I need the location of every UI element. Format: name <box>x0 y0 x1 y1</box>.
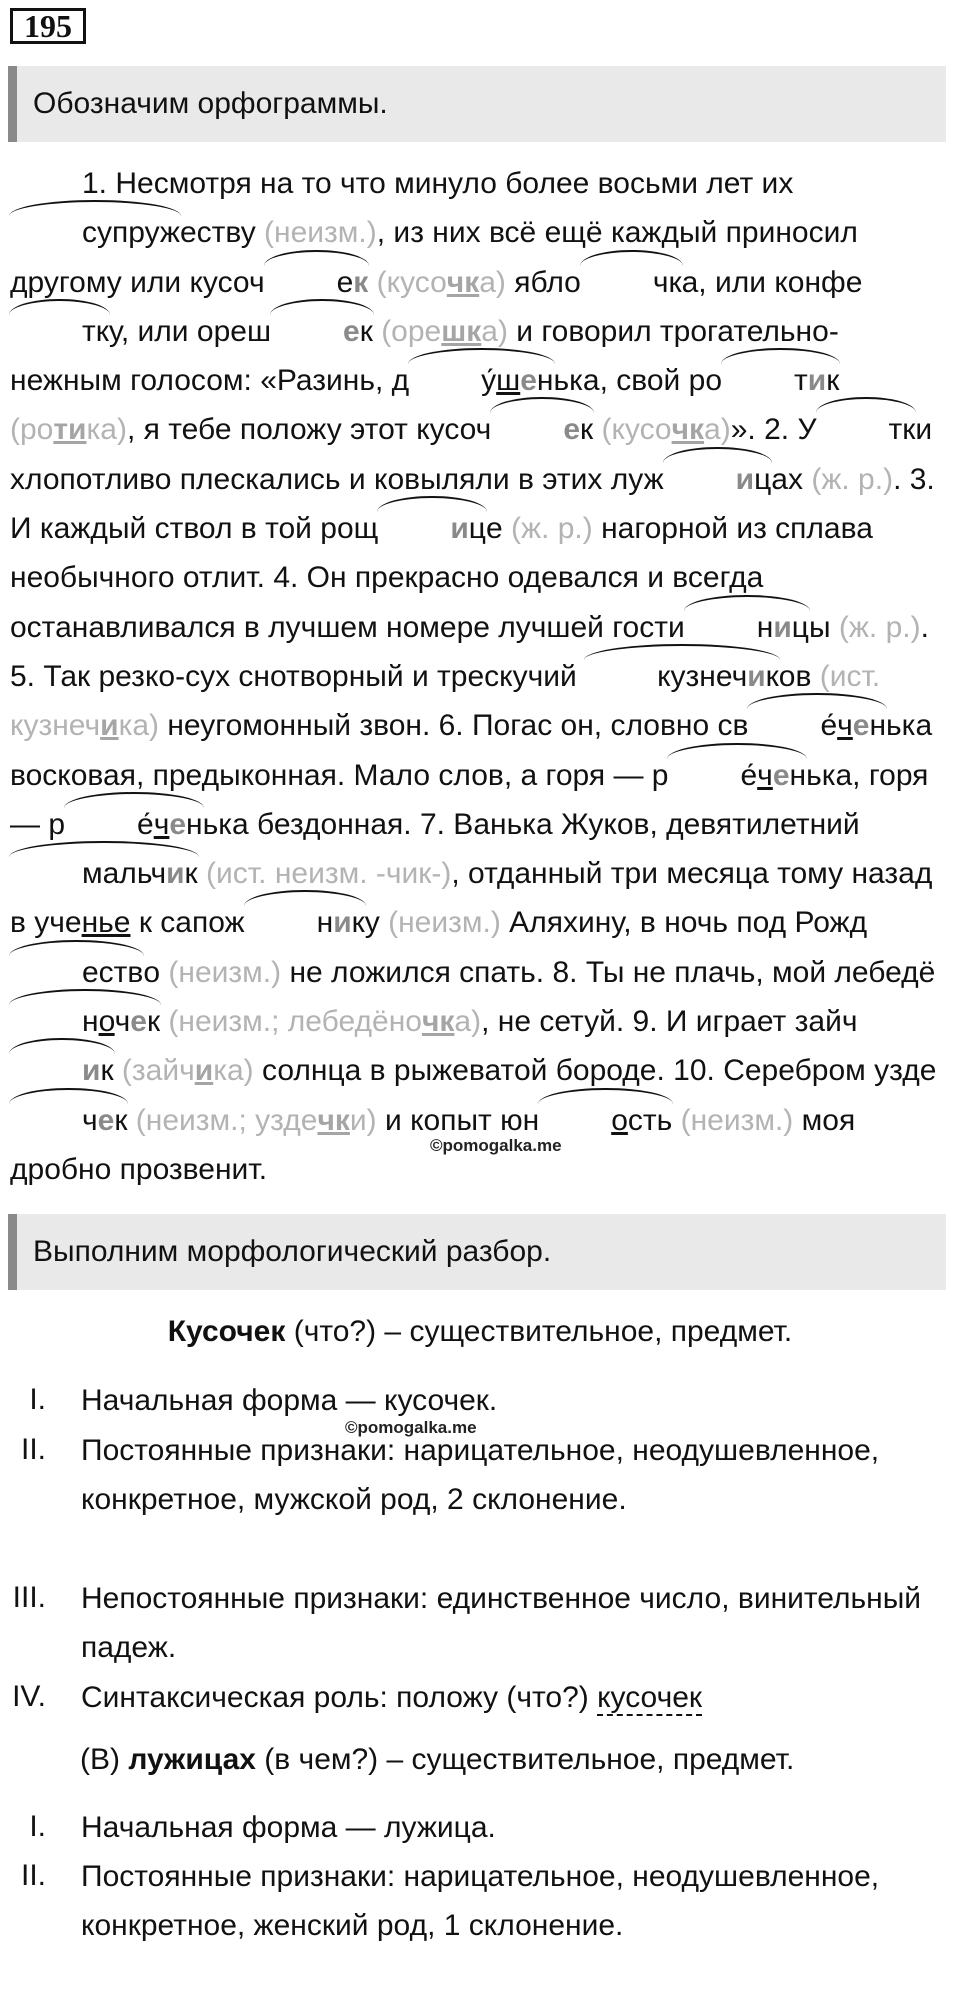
analysis-question: (в чем?) – существительное, предмет. <box>264 1743 795 1776</box>
analysis-prefix: (В) <box>80 1743 120 1776</box>
analysis-item: Постоянные признаки: нарицательное, неодушевленное, конкретное, женский род, 1 склонение. <box>81 1860 880 1942</box>
section-header-orthograms: Обозначим орфограммы. <box>8 66 946 142</box>
watermark: ©pomogalka.me <box>345 1418 477 1437</box>
syntactic-role-word: кусочек <box>597 1681 703 1714</box>
analysis-item: Начальная форма — лужица. <box>81 1811 496 1844</box>
roman-numeral: I. <box>29 1383 46 1416</box>
analysis-item: Непостоянные признаки: единственное число, винительный падеж. <box>81 1582 922 1664</box>
analysis-question: (что?) – существительное, предмет. <box>293 1315 793 1348</box>
roman-numeral: III. <box>12 1581 46 1614</box>
analysis-item-text: Синтаксическая роль: положу (что?) <box>81 1681 598 1714</box>
roman-numeral: II. <box>20 1859 46 1892</box>
annotated-text: 1. Несмотря на то что минуло более восьми лет их супружеству (неизм.), из них всё ещё каждый приносил другому или кусоч ек (кусочка) ябло чка, или конфетку, или ореш ек (орешка) и говорил трогательно-нежным голосом: «Разинь, д у́шенька, свой ро тик (ротика), я тебе положу этот кусоч ек (кусочка)». 2. У тки хлопотливо плескались и ковыляли в этих луж ицах (ж. р.). 3. И каждый ствол в той рощ ице (ж. р.) нагорной из сплава необычного отлит. 4. Он прекрасно одевался и всегда останавливался в лучшем номере лучшей гости ницы (ж. р.). 5. Так резко-сух снотворный и трескучий кузнечиков (ист. кузнечика) неугомонный звон. 6. Погас он, словно св е́ченька восковая, предыконная. Мало слов, а горя — р е́ченька, горя — р е́ченька бездонная. 7. Ванька Жуков, девятилетний мальчик (ист. неизм. -чик-), отданный три месяца тому назад в ученье к сапож нику (неизм.) Аляхину, в ночь под Рождество (неизм.) не ложился спать. 8. Ты не плачь, мой лебедёночек (неизм.; лебедёночка), не сетуй. 9. И играет зайчик (зайчика) солнца в рыжеватой бороде. 10. Серебром уздечек (неизм.; уздечки) и копыт юн ость (неизм.) моя дробно прозвенит. <box>10 167 937 1186</box>
watermark: ©pomogalka.me <box>430 1136 562 1155</box>
analysis-item: Начальная форма — кусочек. <box>81 1384 498 1417</box>
analysis-word: лужицах <box>128 1743 256 1776</box>
analysis-item: Постоянные признаки: нарицательное, неодушевленное, конкретное, мужской род, 2 склонение. <box>81 1434 880 1516</box>
roman-numeral: II. <box>20 1433 46 1466</box>
roman-numeral: IV. <box>12 1680 46 1713</box>
section-header-morphology: Выполним морфологический разбор. <box>8 1214 946 1290</box>
task-number: 195 <box>10 8 86 44</box>
roman-numeral: I. <box>29 1810 46 1843</box>
analysis-heading-luzhitsakh <box>80 1740 940 1780</box>
analysis-item <box>81 1673 941 1722</box>
analysis-word: Кусочек <box>167 1315 286 1348</box>
analysis-heading-kusochek <box>0 1312 960 1352</box>
